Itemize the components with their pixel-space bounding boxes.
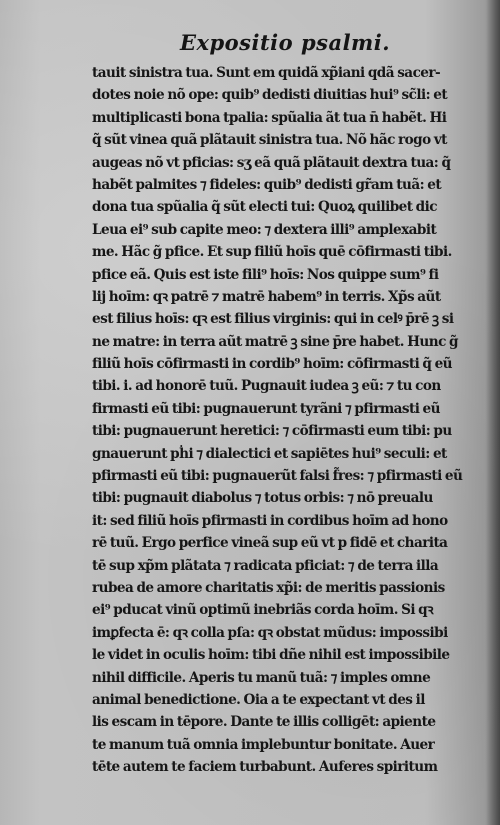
text-line: animal benedictione. Oia a te expectant vt des il bbox=[92, 691, 425, 708]
text-line: firmasti eũ tibi: pugnauerunt tyrãni ⁊ pfirmasti eũ bbox=[92, 400, 440, 417]
text-line: rē tuũ. Ergo perfice vineã sup eũ vt p fidē et charita bbox=[92, 535, 448, 552]
text-line: filiũ hoīs cōfirmasti in cordib⁹ hoīm: cōfirmasti q̃ eũ bbox=[92, 356, 452, 373]
text-line: multiplicasti bona tpalia: spũalia ãt tua n̄ habẽt. Hi bbox=[92, 109, 447, 126]
text-line: dotes noie nõ ope: quib⁹ dedisti diuitias hui⁹ sc̃li: et bbox=[92, 87, 448, 104]
text-line: dona tua spũalia q̃ sũt electi tui: Quoꝝ quilibet dic bbox=[92, 199, 437, 216]
text-line: tauit sinistra tua. Sunt em quidã xp̃iani qdã sacer- bbox=[92, 65, 441, 81]
page-edge-shadow bbox=[486, 0, 500, 825]
text-line: augeas nõ vt pficias: sʒ eã quã plãtauit dextra tua: q̃ bbox=[92, 154, 451, 171]
text-line: habẽt palmites ⁊ fideles: quib⁹ dedisti gr̃am tuã: et bbox=[92, 176, 442, 193]
text-line: pfice eã. Quis est iste fili⁹ hoīs: Nos quippe sum⁹ fi bbox=[92, 266, 439, 283]
text-line: nihil difficile. Aperis tu manũ tuã: ⁊ imples omne bbox=[92, 669, 431, 686]
text-line: imꝑfecta ē: qꝛ colla pſa: qꝛ obstat mũdus: impossibi bbox=[92, 624, 448, 641]
text-line: me. Hãc g̃ pfice. Et sup filiũ hoīs quē cōfirmasti tibi. bbox=[92, 244, 452, 261]
text-line: est filius hoīs: qꝛ est filius virginis: qui in celꝰ p̄rē ꝫ si bbox=[92, 311, 454, 328]
text-block bbox=[92, 62, 486, 779]
text-line: tē sup xp̃m plãtata ⁊ radicata pficiat: ⁊ de terra illa bbox=[92, 557, 439, 574]
text-line: tibi. i. ad honorē tuũ. Pugnauit iudea ꝫ eũ: ⁊ tu con bbox=[92, 378, 441, 395]
text-line: lis escam in tēpore. Dante te illis colligēt: apiente bbox=[92, 714, 436, 731]
text-line: ei⁹ pducat vinũ optimũ inebriãs corda hoīm. Si qꝛ bbox=[92, 602, 434, 619]
text-line: rubea de amore charitatis xp̃i: de meritis passionis bbox=[92, 579, 445, 596]
text-line: tibi: pugnauit diabolus ⁊ totus orbis: ⁊ nō preualu bbox=[92, 490, 433, 507]
text-line: tibi: pugnauerunt heretici: ⁊ cōfirmasti eum tibi: pu bbox=[92, 423, 452, 440]
text-line: pfirmasti eũ tibi: pugnauerũt falsi f̃res: ⁊ pfirmasti eũ bbox=[92, 468, 463, 485]
running-header-text: Expositio psalmi. bbox=[179, 30, 391, 55]
text-line: lij hoīm: qꝛ patrē ⁊ matrē habem⁹ in terris. Xp̃s aũt bbox=[92, 288, 441, 305]
text-line: tēte autem te faciem turbabunt. Auferes spiritum bbox=[92, 759, 438, 776]
text-line: le videt in oculis hoīm: tibi dñe nihil est impossibile bbox=[92, 647, 450, 664]
text-line: q̃ sũt vinea quã plãtauit sinistra tua. Nõ hãc rogo vt bbox=[92, 132, 447, 149]
text-line: it: sed filiũ hoīs pfirmasti in cordibus hoīm ad hono bbox=[92, 512, 448, 529]
text-line: Leua ei⁹ sub capite meo: ⁊ dextera illi⁹ amplexabit bbox=[92, 221, 437, 238]
text-line: ne matre: in terra aũt matrē ꝫ sine p̄re habet. Hunc g̃ bbox=[92, 333, 458, 350]
text-line: te manum tuã omnia implebuntur bonitate. Auer bbox=[92, 736, 435, 753]
text-line: gnauerunt pḣi ⁊ dialectici et sapiētes hui⁹ seculi: et bbox=[92, 445, 447, 462]
running-header bbox=[0, 30, 500, 55]
